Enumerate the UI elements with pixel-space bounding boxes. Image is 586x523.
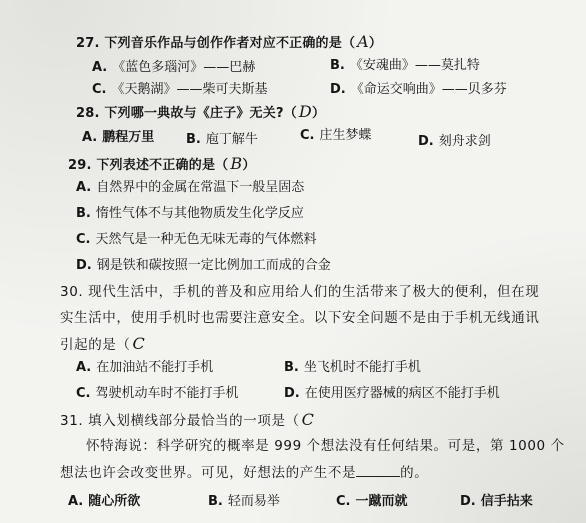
option-letter: D. (418, 134, 434, 149)
question-28-stem (76, 104, 325, 122)
option-text: 鹏程万里 (102, 130, 155, 145)
question-29-handwritten-answer: B (230, 154, 243, 173)
option-letter: B. (186, 132, 201, 147)
option-text: 庄生梦蝶 (319, 128, 372, 143)
option-letter: C. (336, 494, 351, 509)
question-27-text: 27. 下列音乐作品与创作作者对应不正确的是（ (76, 36, 356, 51)
option-letter: B. (208, 494, 223, 509)
question-30-line-3 (60, 336, 145, 353)
question-31-line-2: 怀特海说：科学研究的概率是 999 个想法没有任何结果。可是，第 1000 个 (86, 438, 565, 454)
question-30-text: 引起的是（ (60, 337, 131, 353)
option-text: 刻舟求剑 (438, 134, 491, 149)
question-27-close-paren: ） (368, 36, 383, 51)
question-27-stem (76, 34, 382, 52)
option-text: 《天鹅湖》——柴可夫斯基 (111, 82, 268, 97)
question-28-text: 28. 下列哪一典故与《庄子》无关?（ (76, 106, 297, 121)
option-letter: D. (76, 258, 92, 273)
question-30-option-b (284, 360, 421, 376)
question-31-line-3 (60, 464, 428, 481)
question-31-option-a (68, 494, 140, 510)
option-text: 信手拈来 (480, 494, 533, 509)
option-letter: C. (76, 232, 91, 247)
option-letter: D. (284, 386, 300, 401)
question-31-option-d (460, 494, 533, 510)
option-letter: C. (76, 386, 91, 401)
option-text: 《命运交响曲》——贝多芬 (350, 82, 507, 97)
question-28-option-b (186, 132, 258, 148)
question-27-option-c (92, 82, 268, 98)
option-letter: A. (76, 360, 92, 375)
question-28-option-d (418, 134, 491, 150)
question-28-option-c (300, 128, 372, 144)
option-letter: D. (330, 82, 346, 97)
option-letter: A. (76, 180, 92, 195)
question-29-option-c (76, 232, 317, 248)
question-30-option-a (76, 360, 213, 376)
option-text: 钢是铁和碳按照一定比例加工而成的合金 (96, 258, 331, 273)
question-29-option-a (76, 180, 304, 196)
option-text: 在使用医疗器械的病区不能打手机 (304, 386, 500, 401)
question-27-handwritten-answer: A (357, 32, 369, 51)
option-letter: C. (300, 128, 315, 143)
question-31-handwritten-answer: C (301, 410, 315, 429)
question-30-line-2: 实生活中，使用手机时也需要注意安全。以下安全问题不是由于手机无线通讯 (60, 310, 540, 326)
question-27-option-a (92, 60, 255, 76)
option-letter: C. (92, 82, 107, 97)
question-29-stem (68, 156, 256, 174)
question-31-text-after-blank: 的。 (400, 465, 429, 481)
option-letter: B. (284, 360, 299, 375)
option-text: 庖丁解牛 (205, 132, 258, 147)
question-30-handwritten-answer: C (132, 334, 146, 353)
question-31-text: 31. 填入划横线部分最恰当的一项是（ (60, 413, 300, 429)
question-28-handwritten-answer: D (298, 102, 312, 121)
option-letter: A. (92, 60, 108, 75)
question-29-option-b (76, 206, 304, 222)
question-29-close-paren: ） (242, 158, 256, 173)
option-letter: A. (68, 494, 84, 509)
question-31-stem (60, 412, 315, 429)
option-letter: B. (330, 58, 345, 73)
option-text: 《安魂曲》——莫扎特 (349, 58, 480, 73)
fill-in-blank (356, 464, 400, 477)
question-30-line-1: 30. 现代生活中，手机的普及和应用给人们的生活带来了极大的便利，但在现 (60, 284, 540, 300)
question-28-close-paren: ） (311, 106, 326, 121)
option-text: 《蓝色多瑙河》——巴赫 (112, 60, 256, 75)
option-letter: D. (460, 494, 476, 509)
option-text: 惰性气体不与其他物质发生化学反应 (95, 206, 304, 221)
question-29-text: 29. 下列表述不正确的是（ (68, 158, 229, 173)
option-text: 随心所欲 (88, 494, 141, 509)
question-30-option-c (76, 386, 239, 402)
option-letter: B. (76, 206, 91, 221)
option-text: 一蹴而就 (355, 494, 408, 509)
question-31-option-b (208, 494, 280, 510)
option-text: 在加油站不能打手机 (96, 360, 214, 375)
option-text: 驾驶机动车时不能打手机 (95, 386, 239, 401)
question-31-text-before-blank: 想法也许会改变世界。可见，好想法的产生不是 (60, 465, 357, 481)
option-text: 坐飞机时不能打手机 (303, 360, 421, 375)
question-27-option-d (330, 82, 507, 98)
option-letter: A. (82, 130, 98, 145)
option-text: 自然界中的金属在常温下一般呈固态 (96, 180, 305, 195)
question-30-option-d (284, 386, 500, 402)
question-31-option-c (336, 494, 408, 510)
question-27-option-b (330, 58, 480, 74)
option-text: 天然气是一种无色无味无毒的气体燃料 (95, 232, 317, 247)
question-28-option-a (82, 130, 154, 146)
question-29-option-d (76, 258, 331, 274)
option-text: 轻而易举 (227, 494, 280, 509)
